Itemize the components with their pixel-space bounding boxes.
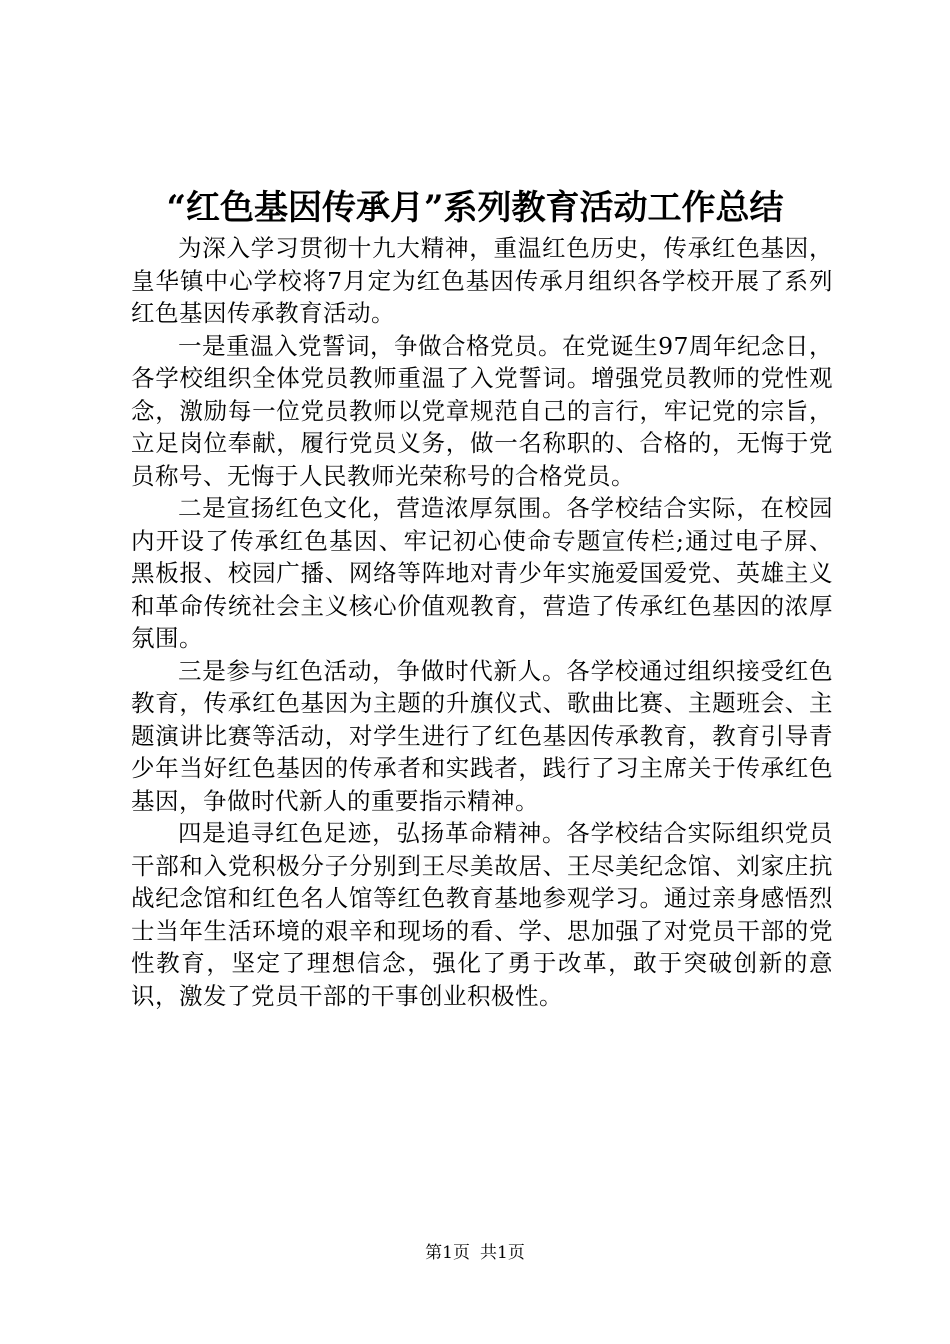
document-title: “红色基因传承月”系列教育活动工作总结 — [166, 188, 784, 228]
paragraph-two: 二是宣扬红色文化，营造浓厚氛围。各学校结合实际，在校园内开设了传承红色基因、牢记初心使命专题宣传栏;通过电子屏、黑板报、校园广播、网络等阵地对青少年实施爱国爱党、英雄主义和革命传统社会主义核心价值观教育，营造了传承红色基因的浓厚氛围。 — [131, 494, 833, 652]
paragraph-three: 三是参与红色活动，争做时代新人。各学校通过组织接受红色教育，传承红色基因为主题的升旗仪式、歌曲比赛、主题班会、主题演讲比赛等活动，对学生进行了红色基因传承教育，教育引导青少年当好红色基因的传承者和实践者，践行了习主席关于传承红色基因，争做时代新人的重要指示精神。 — [131, 656, 833, 815]
document-body — [131, 232, 833, 1012]
page-number-total: 共1页 — [480, 1243, 525, 1263]
paragraph-one: 一是重温入党誓词，争做合格党员。在党诞生97周年纪念日，各学校组织全体党员教师重温了入党誓词。增强党员教师的党性观念，激励每一位党员教师以党章规范自己的言行，牢记党的宗旨，立足岗位奉献，履行党员义务，做一名称职的、合格的，无悔于党员称号、无悔于人民教师光荣称号的合格党员。 — [131, 331, 833, 490]
page-footer — [0, 1241, 950, 1265]
paragraph-intro: 为深入学习贯彻十九大精神，重温红色历史，传承红色基因，皇华镇中心学校将7月定为红色基因传承月组织各学校开展了系列红色基因传承教育活动。 — [131, 234, 833, 327]
paragraph-four: 四是追寻红色足迹，弘扬革命精神。各学校结合实际组织党员干部和入党积极分子分别到王尽美故居、王尽美纪念馆、刘家庄抗战纪念馆和红色名人馆等红色教育基地参观学习。通过亲身感悟烈士当年生活环境的艰辛和现场的看、学、思加强了对党员干部的党性教育，坚定了理想信念，强化了勇于改革，敢于突破创新的意识，激发了党员干部的干事创业积极性。 — [131, 819, 833, 1010]
page-number-current: 第1页 — [425, 1243, 470, 1263]
